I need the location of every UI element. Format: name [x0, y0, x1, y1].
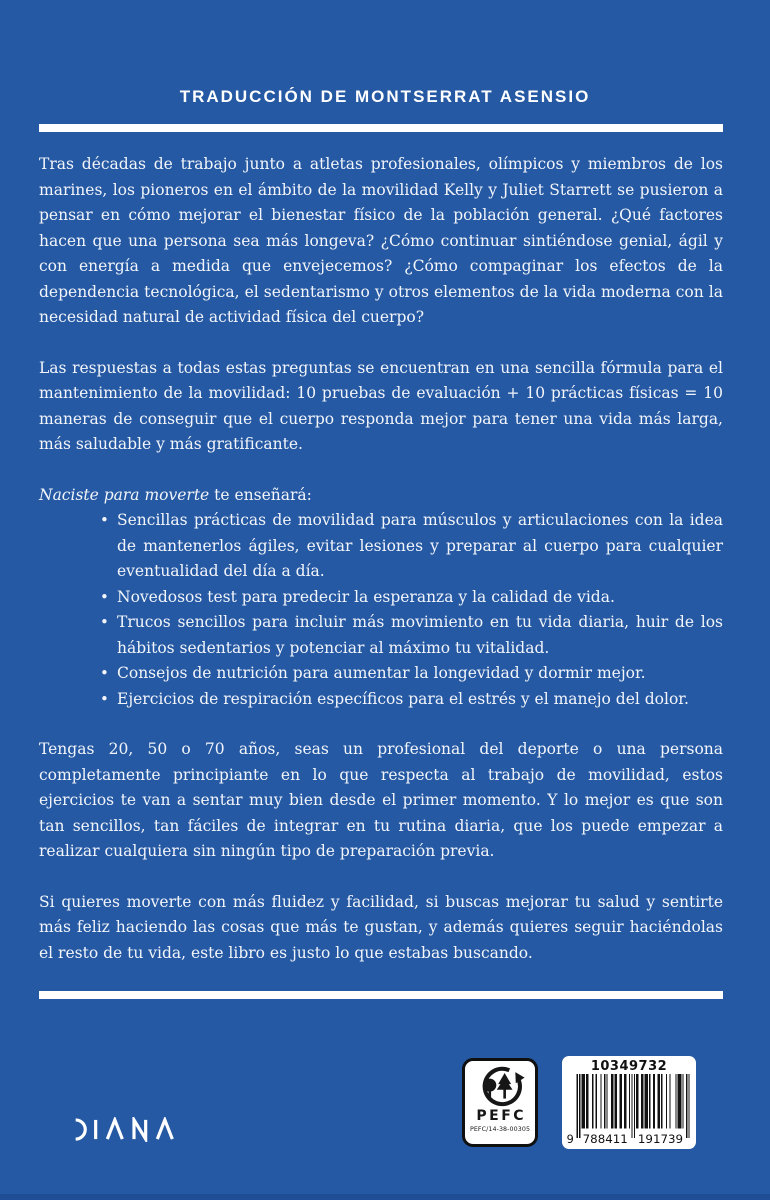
- bottom-edge-strip: [0, 1194, 770, 1200]
- benefits-list: [39, 508, 723, 712]
- diana-letter-d: [76, 1120, 86, 1139]
- pefc-trees-icon: [474, 1066, 526, 1107]
- pefc-label: [462, 1058, 538, 1147]
- diana-letter-a1: [107, 1120, 122, 1139]
- list-item: • Ejercicios de respiración específicos para el estrés y el manejo del dolor.: [117, 687, 723, 713]
- synopsis-paragraph-2: Las respuestas a todas estas preguntas se encuentran en una sencilla fórmula para el mantenimiento de la movilidad: 10 pruebas de evaluación + 10 prácticas físicas = 10 maneras de conseguir que el cuerpo responda mejor para tener una vida más larga, más saludable y más gratificante.: [39, 358, 723, 453]
- list-item: • Sencillas prácticas de movilidad para músculos y articulaciones con la idea de mantenerlos ágiles, evitar lesiones y preparar al cuerpo para cualquier eventualidad del día a día.: [117, 508, 723, 585]
- barcode-label: [562, 1056, 696, 1149]
- isbn-digit-group: 9: [566, 1133, 574, 1145]
- isbn-digit-group: 788411: [582, 1133, 628, 1145]
- translation-credit: TRADUCCIÓN DE MONTSERRAT ASENSIO: [179, 87, 591, 106]
- diana-publisher-logo: [71, 1117, 177, 1142]
- pefc-certificate-code: PEFC/14-38-00305: [469, 1126, 531, 1133]
- synopsis-paragraph-1: Tras décadas de trabajo junto a atletas profesionales, olímpicos y miembros de los marines, los pioneros en el ámbito de la movilidad Kelly y Juliet Starrett se pusieron a pensar en cómo mejorar el bienestar físico de la población general. ¿Qué factores hacen que una persona sea más longeva? ¿Cómo continuar sintiéndose genial, ágil y con energía a medida que envejecemos? ¿Cómo compaginar los efectos de la dependencia tecnológica, el sedentarismo y otros elementos de la vida moderna con la necesidad natural de actividad física del cuerpo?: [39, 155, 723, 326]
- diana-letter-n: [134, 1120, 146, 1139]
- divider-bottom: [39, 991, 723, 999]
- synopsis-paragraph-3: Tengas 20, 50 o 70 años, seas un profesional del deporte o una persona completamente principiante en lo que respecta al trabajo de movilidad, estos ejercicios te van a sentar muy bien desde el primer momento. Y lo mejor es que son tan sencillos, tan fáciles de integrar en tu rutina diaria, que los puede empezar a realizar cualquiera sin ningún tipo de preparación previa.: [39, 740, 723, 860]
- list-item: • Novedosos test para predecir la esperanza y la calidad de vida.: [117, 585, 723, 611]
- list-item: • Consejos de nutrición para aumentar la longevidad y dormir mejor.: [117, 661, 723, 687]
- pefc-wordmark: PEFC: [476, 1108, 527, 1124]
- list-intro: [39, 483, 723, 509]
- diana-letter-a2: [157, 1120, 172, 1139]
- divider-top: [39, 124, 723, 132]
- synopsis-text: [39, 152, 723, 999]
- synopsis-paragraph-4: Si quieres moverte con más fluidez y facilidad, si buscas mejorar tu salud y sentirte más feliz haciendo las cosas que más te gustan, y además quieres seguir haciéndolas el resto de tu vida, este libro es justo lo que estabas buscando.: [39, 892, 723, 962]
- barcode-top-number: 10349732: [590, 1059, 668, 1074]
- book-title-italic: Naciste para moverte: [39, 485, 210, 504]
- list-intro-rest: te enseñará:: [209, 485, 312, 504]
- list-item: • Trucos sencillos para incluir más movimiento en tu vida diaria, huir de los hábitos sedentarios y potenciar al máximo tu vitalidad.: [117, 610, 723, 661]
- isbn-digit-group: 191739: [637, 1133, 684, 1145]
- ean13-barcode: [566, 1074, 692, 1145]
